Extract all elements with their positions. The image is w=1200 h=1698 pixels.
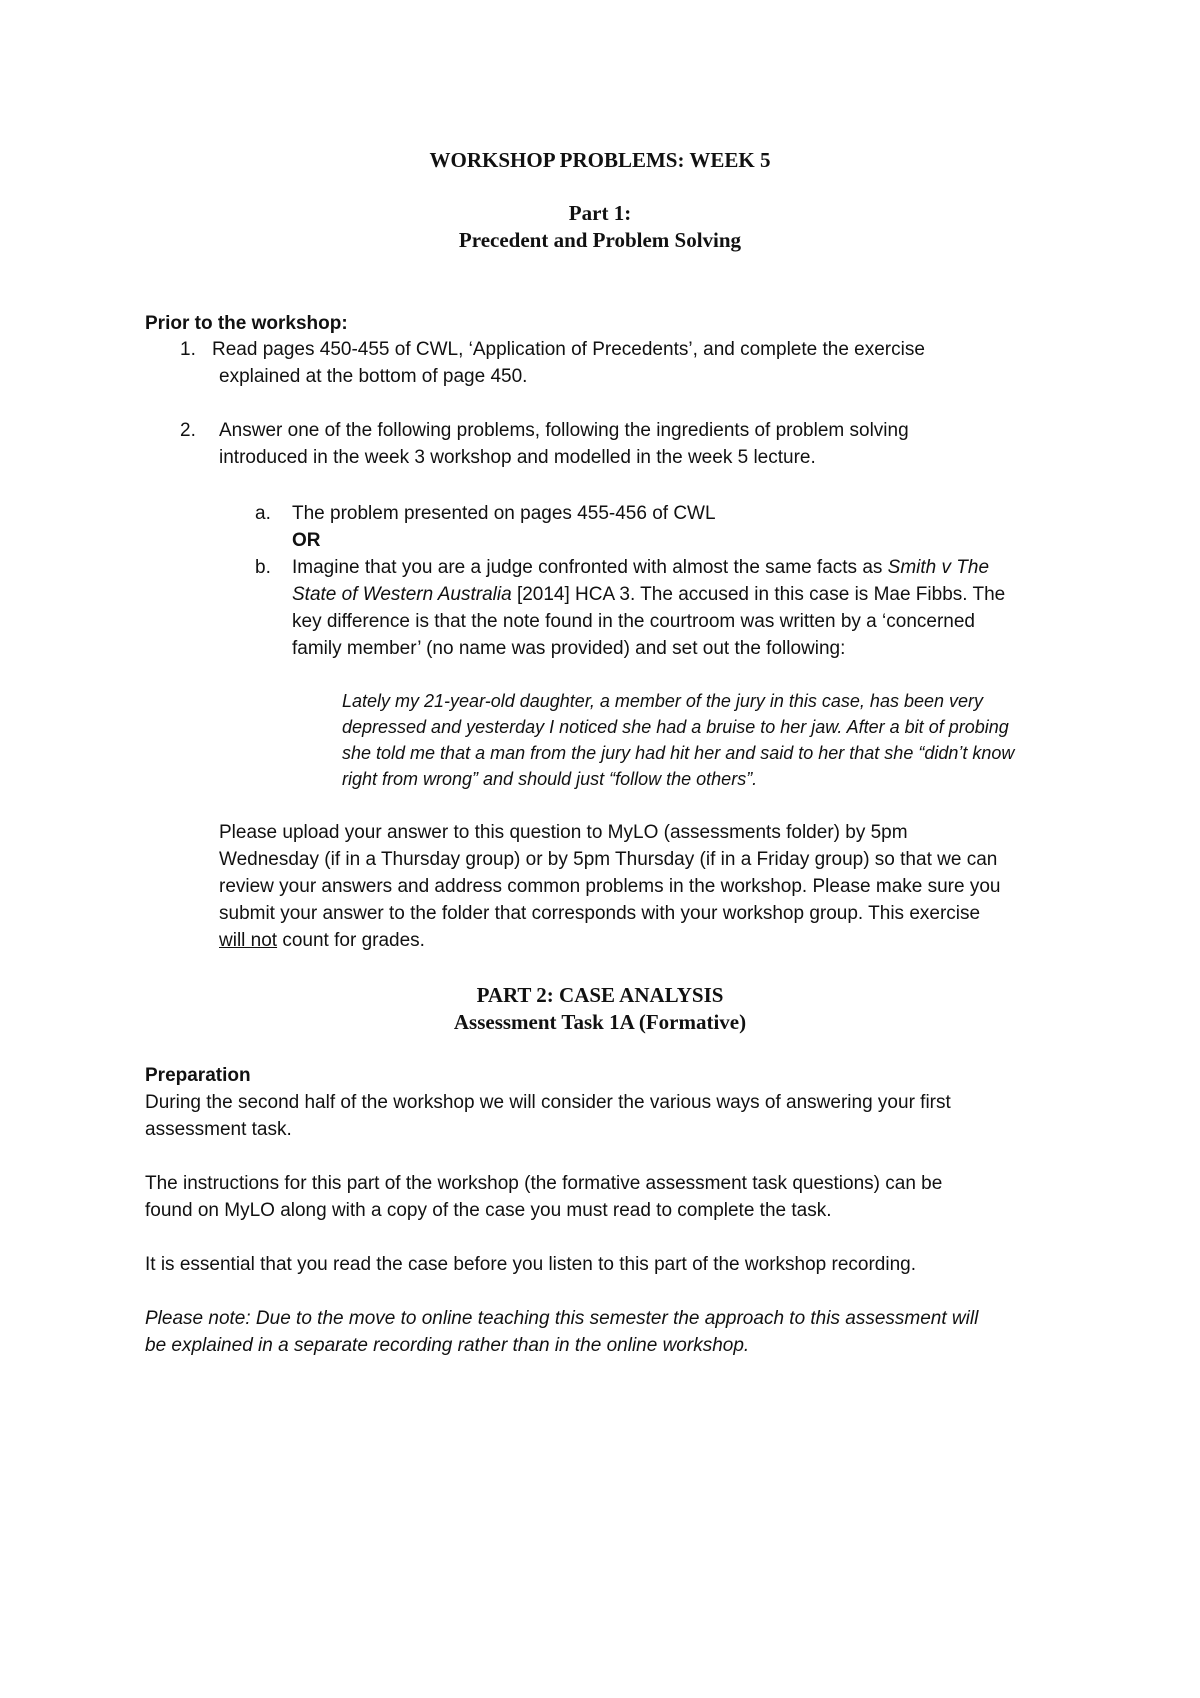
sub-b-line4: family member’ (no name was provided) and set out the following: [292,638,846,659]
quote-line3: she told me that a man from the jury had hit her and said to her that she “didn’t know [342,743,1015,763]
prep-p2-line2: found on MyLO along with a copy of the case you must read to complete the task. [145,1200,832,1221]
case-name-part1: Smith v The [887,557,990,578]
quote-line4: right from wrong” and should just “follow the others”. [342,769,758,789]
sub-b-line2: State of Western Australia [2014] HCA 3. The accused in this case is Mae Fibbs. The [292,584,1006,605]
upload-line1: Please upload your answer to this question to MyLO (assessments folder) by 5pm [219,822,908,843]
item1-line1: Read pages 450-455 of CWL, ‘Application of Precedents’, and complete the exercise [212,339,925,360]
sub-a-text: The problem presented on pages 455-456 of CWL [292,503,716,524]
upload-line2: Wednesday (if in a Thursday group) or by 5pm Thursday (if in a Friday group) so that we can [219,849,998,870]
item1-number: 1. [180,339,196,360]
quote-line1: Lately my 21-year-old daughter, a member of the jury in this case, has been very [342,691,984,711]
preparation-heading: Preparation [145,1065,251,1086]
note-line2: be explained in a separate recording rather than in the online workshop. [145,1335,750,1356]
part2-subtitle: Assessment Task 1A (Formative) [453,1010,747,1034]
upload-line3: review your answers and address common problems in the workshop. Please make sure you [219,876,1001,897]
sub-b-line1: Imagine that you are a judge confronted with almost the same facts as Smith v The [292,557,990,578]
part1-label: Part 1: [568,201,632,225]
document-title: WORKSHOP PROBLEMS: WEEK 5 [429,148,771,172]
sub-b-letter: b. [255,557,271,578]
prep-p1-line1: During the second half of the workshop we will consider the various ways of answering your first [145,1092,951,1113]
item2-number: 2. [180,420,196,441]
part1-subtitle: Precedent and Problem Solving [458,228,742,252]
prior-heading: Prior to the workshop: [145,313,348,334]
note-line1: Please note: Due to the move to online teaching this semester the approach to this assessment will [145,1308,979,1329]
part2-title: PART 2: CASE ANALYSIS [476,983,724,1007]
item2-line1: Answer one of the following problems, following the ingredients of problem solving [219,420,909,441]
case-name-part2: State of Western Australia [292,584,512,605]
will-not-underlined: will not [219,930,278,951]
sub-a-letter: a. [255,503,271,524]
quote-line2: depressed and yesterday I noticed she had a bruise to her jaw. After a bit of probing [342,717,1009,737]
item1-line2: explained at the bottom of page 450. [219,366,528,387]
prep-p2-line1: The instructions for this part of the workshop (the formative assessment task questions) can be [145,1173,943,1194]
upload-line5: will not count for grades. [219,930,425,951]
upload-line4: submit your answer to the folder that corresponds with your workshop group. This exercise [219,903,981,924]
item2-line2: introduced in the week 3 workshop and modelled in the week 5 lecture. [219,447,816,468]
sub-b-line3: key difference is that the note found in the courtroom was written by a ‘concerned [292,611,975,632]
prep-p1-line2: assessment task. [145,1119,292,1140]
prep-p3: It is essential that you read the case before you listen to this part of the workshop recording. [145,1254,916,1275]
or-label: OR [292,530,321,551]
